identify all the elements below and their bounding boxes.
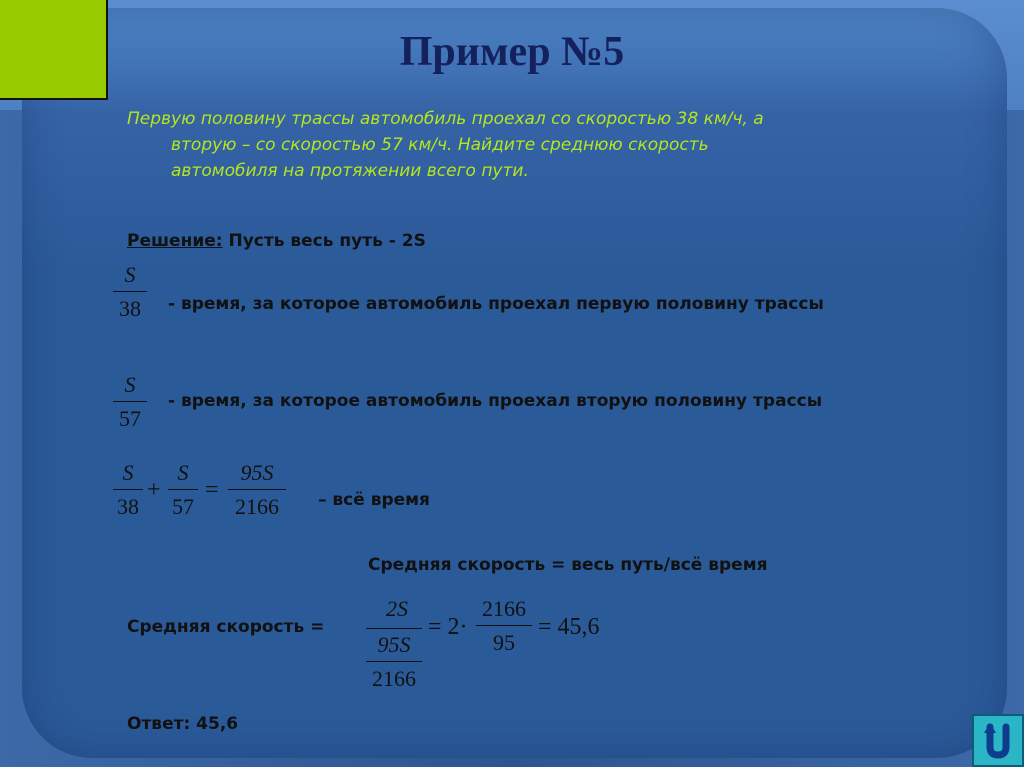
problem-line-3: автомобиля на протяжении всего пути. <box>171 161 529 181</box>
solution-line <box>127 231 426 251</box>
return-arrow-icon <box>978 721 1018 761</box>
problem-statement <box>127 106 987 184</box>
problem-line-2: вторую – со скоростью 57 км/ч. Найдите среднюю скорость <box>171 135 709 155</box>
answer-text: Ответ: 45,6 <box>127 714 239 734</box>
fraction-s-57: S 57 <box>113 372 147 432</box>
problem-line-1: Первую половину трассы автомобиль проехал со скоростью 38 км/ч, а <box>127 109 764 129</box>
time-second-half-text: - время, за которое автомобиль проехал вторую половину трассы <box>168 391 823 411</box>
back-button[interactable] <box>972 714 1024 767</box>
average-speed-label: Средняя скорость = <box>127 617 325 637</box>
solution-text: Пусть весь путь - 2S <box>222 231 426 251</box>
total-time-text: – всё время <box>318 490 430 510</box>
time-first-half-text: - время, за которое автомобиль проехал первую половину трассы <box>168 294 824 314</box>
average-speed-definition: Средняя скорость = весь путь/всё время <box>368 555 768 575</box>
fraction-s-38: S 38 <box>113 262 147 322</box>
solution-label: Решение: <box>127 231 223 251</box>
slide-title: Пример №5 <box>399 29 625 75</box>
